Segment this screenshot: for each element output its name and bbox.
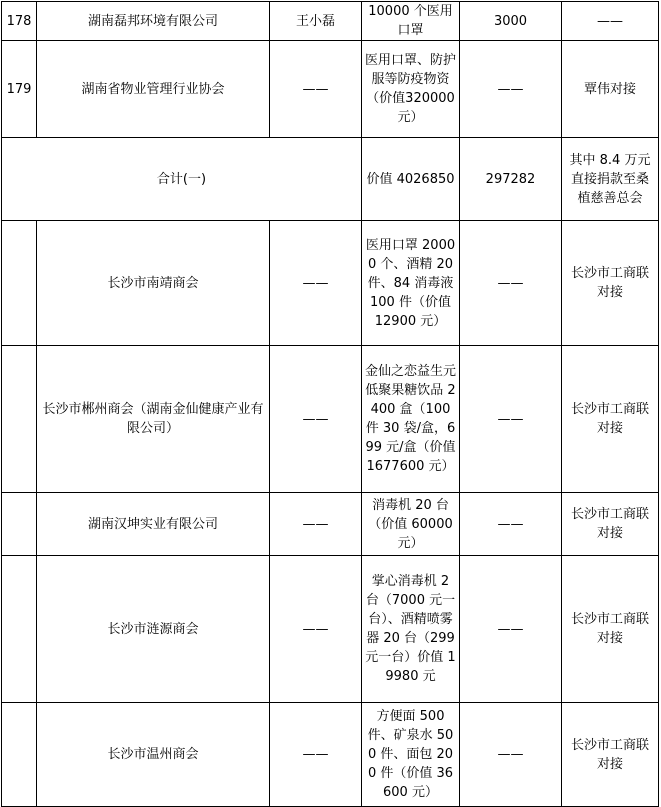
table-row xyxy=(2,221,659,346)
donation-amount: —— xyxy=(460,41,562,138)
donated-items: 消毒机 20 台（价值 60000 元） xyxy=(362,493,460,556)
donor-name: 湖南汉坤实业有限公司 xyxy=(37,493,270,556)
donor-name: 湖南省物业管理行业协会 xyxy=(37,41,270,138)
total-items-value: 价值 4026850 xyxy=(362,138,460,221)
contact-person: 王小磊 xyxy=(270,2,362,41)
donated-items: 掌心消毒机 2 台（7000 元一台）、酒精喷雾器 20 台（299 元一台）价值 19980 元 xyxy=(362,556,460,703)
row-number xyxy=(2,556,37,703)
remark: 覃伟对接 xyxy=(562,41,659,138)
total-remark: 其中 8.4 万元直接捐款至桑植慈善总会 xyxy=(562,138,659,221)
donor-name: 长沙市温州商会 xyxy=(37,703,270,807)
donor-name: 湖南磊邦环境有限公司 xyxy=(37,2,270,41)
donation-amount: —— xyxy=(460,346,562,493)
row-number xyxy=(2,346,37,493)
table-row xyxy=(2,2,659,41)
contact-person: —— xyxy=(270,493,362,556)
row-number xyxy=(2,703,37,807)
donated-items: 10000 个医用口罩 xyxy=(362,2,460,41)
contact-person: —— xyxy=(270,703,362,807)
table-row xyxy=(2,703,659,807)
donor-name: 长沙市涟源商会 xyxy=(37,556,270,703)
contact-person: —— xyxy=(270,346,362,493)
donation-amount: —— xyxy=(460,703,562,807)
contact-person: —— xyxy=(270,556,362,703)
contact-person: —— xyxy=(270,41,362,138)
donation-amount: 3000 xyxy=(460,2,562,41)
donated-items: 医用口罩、防护服等防疫物资（价值320000 元） xyxy=(362,41,460,138)
contact-person: —— xyxy=(270,221,362,346)
table-row xyxy=(2,556,659,703)
total-label: 合计(一) xyxy=(2,138,362,221)
donation-amount: —— xyxy=(460,556,562,703)
remark: 长沙市工商联对接 xyxy=(562,703,659,807)
remark: 长沙市工商联对接 xyxy=(562,556,659,703)
donated-items: 方便面 500 件、矿泉水 500 件、面包 200 件（价值 36600 元） xyxy=(362,703,460,807)
donor-name: 长沙市南靖商会 xyxy=(37,221,270,346)
donated-items: 医用口罩 20000 个、酒精 20 件、84 消毒液 100 件（价值 12900 元） xyxy=(362,221,460,346)
donation-table xyxy=(1,1,659,807)
remark: —— xyxy=(562,2,659,41)
donated-items: 金仙之恋益生元低聚果糖饮品 2400 盒（100 件 30 袋/盒，699 元/盒（价值 1677600 元） xyxy=(362,346,460,493)
remark: 长沙市工商联对接 xyxy=(562,221,659,346)
donation-amount: —— xyxy=(460,221,562,346)
row-number: 179 xyxy=(2,41,37,138)
table-row xyxy=(2,41,659,138)
donation-amount: —— xyxy=(460,493,562,556)
row-number: 178 xyxy=(2,2,37,41)
remark: 长沙市工商联对接 xyxy=(562,346,659,493)
table-row xyxy=(2,346,659,493)
donor-name: 长沙市郴州商会（湖南金仙健康产业有限公司） xyxy=(37,346,270,493)
row-number xyxy=(2,221,37,346)
total-amount: 297282 xyxy=(460,138,562,221)
remark: 长沙市工商联对接 xyxy=(562,493,659,556)
row-number xyxy=(2,493,37,556)
table-row xyxy=(2,493,659,556)
total-row xyxy=(2,138,659,221)
